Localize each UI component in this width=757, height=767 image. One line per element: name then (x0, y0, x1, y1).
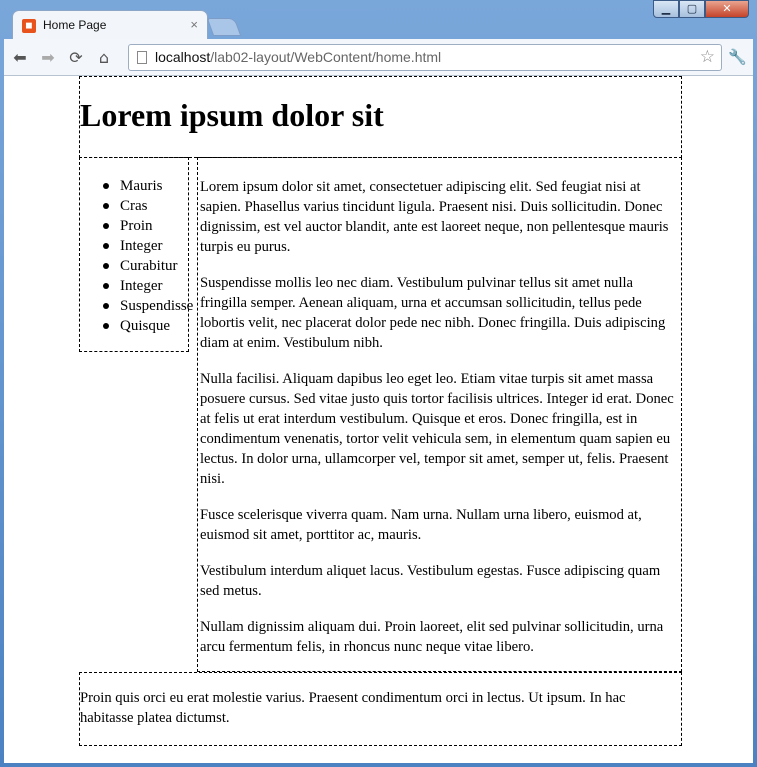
footer-text: Proin quis orci eu erat molestie varius. Praesent condimentum orci in lectus. Ut ipsum. In hac habitasse platea dictumst. (80, 690, 626, 726)
paragraph: Nullam dignissim aliquam dui. Proin laoreet, elit sed pulvinar sollicitudin, urna arcu fermentum felis, in rhoncus nunc neque vitae libero. (200, 619, 664, 655)
window-controls (653, 0, 749, 19)
nav-item-quisque: Quisque (100, 316, 193, 336)
address-bar[interactable] (128, 44, 722, 71)
reload-icon[interactable]: ⟳ (69, 48, 83, 67)
nav-item-curabitur: Curabitur (100, 256, 193, 276)
forward-arrow-icon[interactable]: ➡ (41, 48, 55, 67)
nav-list (100, 176, 193, 336)
bookmark-star-icon[interactable]: ☆ (699, 47, 715, 67)
main-content (197, 157, 682, 672)
page-header (79, 76, 682, 158)
page-icon (137, 51, 147, 64)
url-text[interactable] (155, 49, 441, 65)
paragraph: Fusce scelerisque viverra quam. Nam urna. Nullam urna libero, euismod at, euismod sit amet, porttitor ac, mauris. (200, 507, 642, 543)
new-tab-button[interactable] (207, 18, 242, 36)
paragraph: Suspendisse mollis leo nec diam. Vestibulum pulvinar tellus sit amet nulla fringilla semper. Aenean aliquam, urna et accumsan sollicitudin, tellus pede lobortis velit, nec placerat dolor pede nec nibh. Donec fringilla. Duis adipiscing diam at enim. Vestibulum nibh. (200, 275, 666, 351)
nav-item-proin: Proin (100, 216, 193, 236)
close-button[interactable]: ✕ (705, 0, 749, 18)
nav-item-mauris: Mauris (100, 176, 193, 196)
page-footer (79, 672, 682, 746)
side-nav (79, 157, 194, 352)
back-arrow-icon[interactable]: ⬅ (13, 48, 27, 67)
maximize-button[interactable]: ▢ (679, 0, 705, 18)
browser-toolbar (4, 39, 753, 76)
nav-item-cras: Cras (100, 196, 193, 216)
page-viewport (4, 76, 753, 763)
nav-item-suspendisse: Suspendisse (100, 296, 193, 316)
favicon-icon: ◼ (22, 19, 36, 33)
paragraph: Lorem ipsum dolor sit amet, consectetuer adipiscing elit. Sed feugiat nisi at sapien. Phasellus varius tincidunt ligula. Praesent nisi. Duis sollicitudin. Donec dignissim, est vel auctor blandit, ante est laoreet neque, non pellentesque mauris turpis eu purus. (200, 179, 669, 255)
minimize-button[interactable]: ▁ (653, 0, 679, 18)
home-icon[interactable]: ⌂ (98, 48, 110, 67)
nav-item-integer-2: Integer (100, 276, 193, 296)
paragraph: Nulla facilisi. Aliquam dapibus leo eget leo. Etiam vitae turpis sit amet massa posuere cursus. Sed vitae justo quis tortor facilisis ultrices. Integer id erat. Donec at felis ut erat interdum vestibulum. Quisque et eros. Donec fringilla, est in condimentum venenatis, tortor velit vehicula sem, in elementum quam sapien eu lectus. In dolor urna, ullamcorper vel, tempor sit amet, semper ut, felis. Praesent nisi. (200, 371, 674, 487)
nav-item-integer: Integer (100, 236, 193, 256)
tab-title: Home Page (43, 18, 107, 32)
tab-home-page[interactable] (12, 10, 208, 40)
wrench-menu-icon[interactable]: 🔧 (728, 48, 747, 66)
url-host: localhost (155, 49, 211, 65)
url-path: /lab02-layout/WebContent/home.html (210, 49, 442, 65)
title-bar[interactable] (0, 0, 757, 38)
page-title: Lorem ipsum dolor sit (80, 97, 384, 133)
paragraph: Vestibulum interdum aliquet lacus. Vestibulum egestas. Fusce adipiscing quam sed metus. (200, 563, 661, 599)
tab-close-button[interactable]: × (190, 17, 198, 32)
